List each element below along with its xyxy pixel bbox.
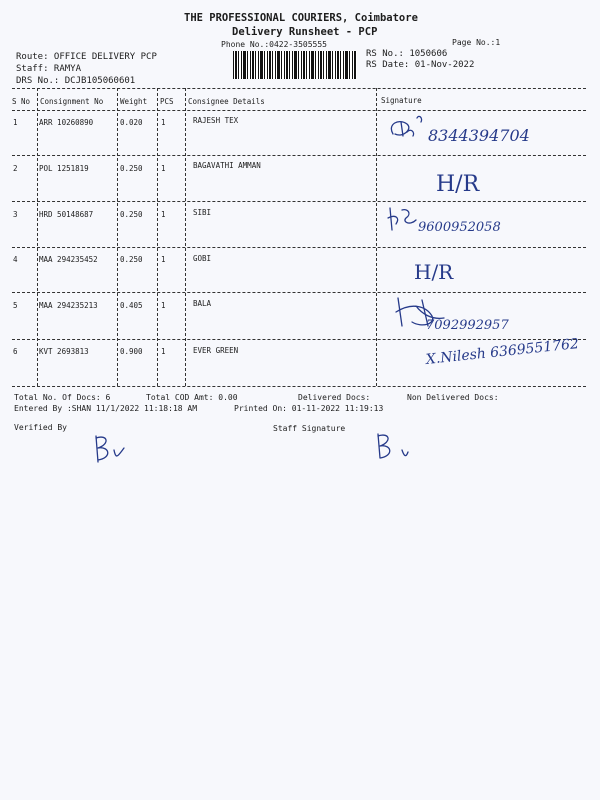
table-row-sno: 5 [13, 301, 18, 310]
signature-text: 9600952058 [418, 220, 501, 235]
total-docs: Total No. Of Docs: 6 [14, 393, 111, 402]
table-row-sno: 2 [13, 164, 18, 173]
table-row-weight: 0.250 [120, 255, 143, 264]
table-row-consignee: BAGAVATHI AMMAN [193, 161, 261, 170]
table-row-pcs: 1 [161, 210, 166, 219]
barcode-image [233, 51, 357, 79]
table-row-sno: 6 [13, 347, 18, 356]
col-header-sno: S No [12, 97, 31, 106]
table-row-pcs: 1 [161, 118, 166, 127]
company-title: THE PROFESSIONAL COURIERS, Coimbatore [184, 12, 418, 24]
col-header-pcs: PCS [160, 97, 174, 106]
route-label: Route: OFFICE DELIVERY PCP [16, 52, 157, 62]
table-header-rule [12, 110, 586, 111]
table-bottom-rule [12, 386, 586, 387]
runsheet-subtitle: Delivery Runsheet - PCP [232, 26, 378, 38]
signature-text: H/R [436, 172, 480, 197]
col-header-signature: Signature [381, 96, 422, 105]
delivered-docs: Delivered Docs: [298, 393, 371, 402]
table-row-consignee: SIBI [193, 208, 212, 217]
col-header-weight: Weight [120, 97, 148, 106]
col-divider [37, 88, 38, 386]
table-row-pcs: 1 [161, 347, 166, 356]
col-header-consignee: Consignee Details [188, 97, 265, 106]
table-row-weight: 0.250 [120, 210, 143, 219]
table-row-consignee: EVER GREEN [193, 346, 239, 355]
printed-on: Printed On: 01-11-2022 11:19:13 [234, 404, 384, 413]
verified-signature-mark [90, 432, 130, 470]
table-row-consignee: BALA [193, 299, 212, 308]
row-rule [12, 201, 586, 202]
signature-text: X.Nilesh 6369551762 [425, 335, 580, 368]
table-top-rule [12, 88, 586, 89]
verified-by-label: Verified By [14, 423, 67, 432]
signature-text: 8344394704 [428, 126, 530, 145]
entered-by: Entered By :SHAN 11/1/2022 11:18:18 AM [14, 404, 198, 413]
col-divider [157, 88, 158, 386]
table-row-consignment: MAA 294235452 [39, 255, 98, 264]
table-row-pcs: 1 [161, 164, 166, 173]
signature-text: 7092992957 [426, 318, 509, 333]
page-number: Page No.:1 [452, 38, 501, 47]
col-divider [376, 88, 377, 386]
row-rule [12, 247, 586, 248]
col-header-consignment: Consignment No [40, 97, 104, 106]
staff-label: Staff: RAMYA [16, 64, 82, 74]
table-row-consignee: RAJESH TEX [193, 116, 239, 125]
drs-number: DRS No.: DCJB105060601 [16, 76, 136, 86]
staff-signature-mark [374, 430, 414, 468]
table-row-weight: 0.405 [120, 301, 143, 310]
phone-number: Phone No.:0422-3505555 [221, 40, 327, 49]
row-rule [12, 339, 586, 340]
table-row-consignment: HRD 50148687 [39, 210, 94, 219]
row-rule [12, 292, 586, 293]
table-row-consignment: POL 1251819 [39, 164, 89, 173]
non-delivered-docs: Non Delivered Docs: [407, 393, 499, 402]
table-row-sno: 1 [13, 118, 18, 127]
table-row-consignment: KVT 2693813 [39, 347, 89, 356]
table-row-weight: 0.900 [120, 347, 143, 356]
total-cod-amount: Total COD Amt: 0.00 [146, 393, 238, 402]
col-divider [185, 88, 186, 386]
row-rule [12, 155, 586, 156]
table-row-sno: 3 [13, 210, 18, 219]
signature-text: H/R [414, 260, 454, 284]
table-row-sno: 4 [13, 255, 18, 264]
table-row-weight: 0.250 [120, 164, 143, 173]
col-divider [117, 88, 118, 386]
rs-number: RS No.: 1050606 [366, 49, 448, 59]
table-row-consignment: ARR 10260890 [39, 118, 94, 127]
table-row-pcs: 1 [161, 301, 166, 310]
rs-date: RS Date: 01-Nov-2022 [366, 60, 475, 70]
table-row-weight: 0.020 [120, 118, 143, 127]
table-row-pcs: 1 [161, 255, 166, 264]
table-row-consignee: GOBI [193, 254, 212, 263]
table-row-consignment: MAA 294235213 [39, 301, 98, 310]
staff-signature-label: Staff Signature [273, 424, 346, 433]
